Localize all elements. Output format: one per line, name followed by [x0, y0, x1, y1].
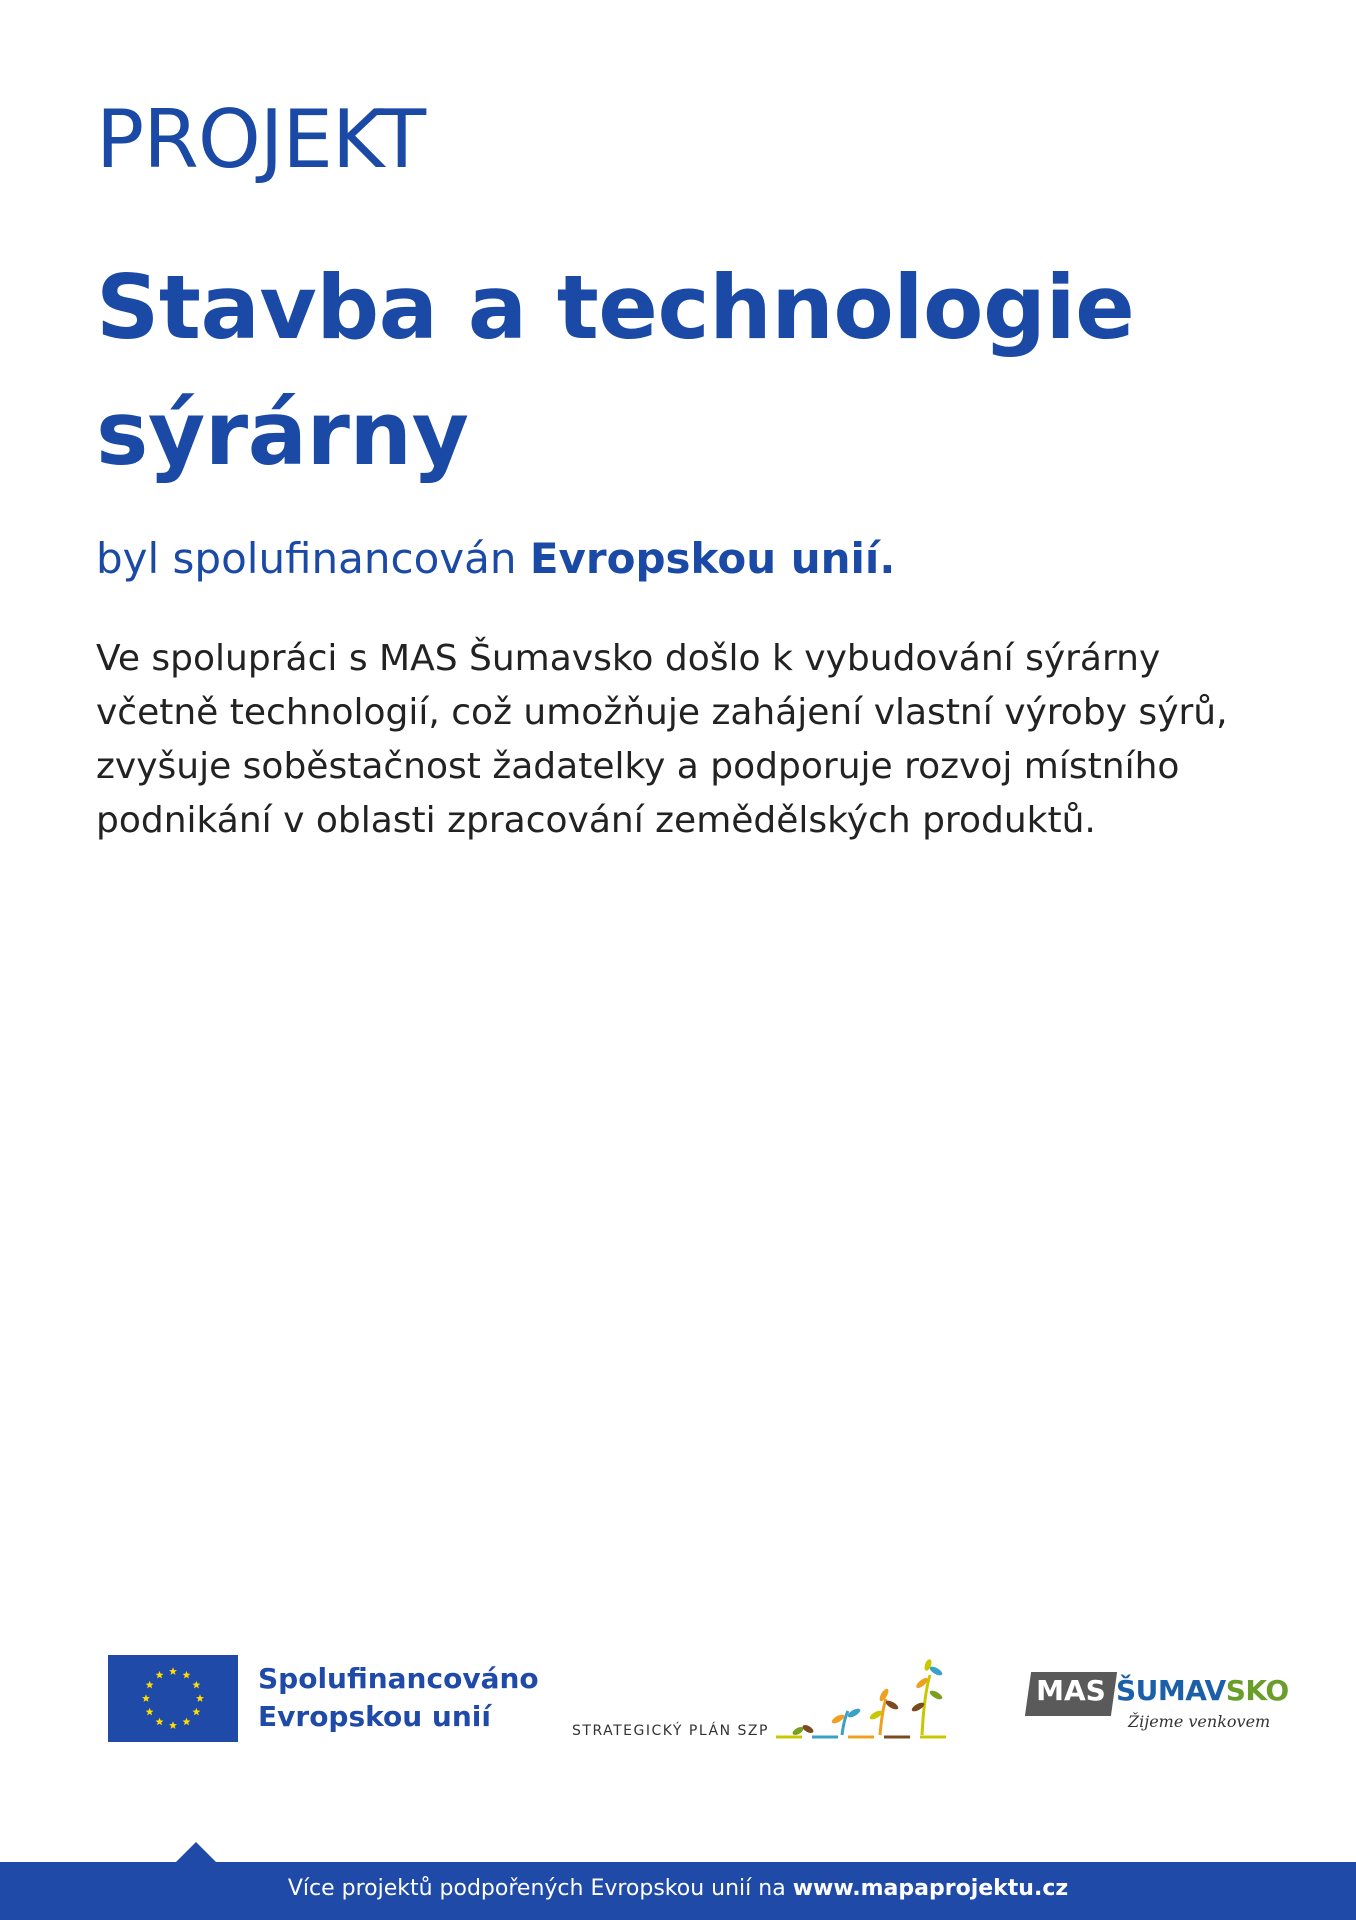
eu-star-icon: [196, 1694, 204, 1702]
cofinanced-prefix: byl spolufinancován: [96, 534, 517, 583]
project-title: Stavba a technologie sýrárny: [96, 256, 1135, 485]
szp-sprouts-icon: [772, 1655, 992, 1745]
eu-label-line1: Spolufinancováno: [258, 1662, 539, 1695]
eu-star-icon: [192, 1708, 200, 1716]
eu-star-icon: [142, 1694, 150, 1702]
footer-prefix: Více projektů podpořených Evropskou unií na: [287, 1876, 786, 1901]
eu-star-icon: [183, 1718, 191, 1726]
mas-name-part1: ŠUMAV: [1116, 1674, 1226, 1707]
szp-logo: [572, 1655, 992, 1745]
footer-text: [0, 1876, 1356, 1901]
footer-link[interactable]: www.mapaprojektu.cz: [792, 1876, 1069, 1901]
mas-badge-text: MAS: [1036, 1674, 1106, 1707]
eu-star-icon: [192, 1681, 200, 1689]
mas-name-part2: SKO: [1225, 1674, 1289, 1707]
eu-star-icon: [169, 1667, 177, 1675]
eu-star-icon: [156, 1718, 164, 1726]
szp-label: STRATEGICKÝ PLÁN SZP: [572, 1723, 769, 1739]
eu-star-icon: [146, 1681, 154, 1689]
eu-label-line2: Evropskou unií: [258, 1700, 491, 1733]
project-kicker: PROJEKT: [96, 93, 426, 186]
mas-sumavsko-logo: [1028, 1668, 1289, 1738]
eu-star-icon: [183, 1671, 191, 1679]
cofinanced-highlight: Evropskou unií.: [529, 534, 896, 583]
footer-notch: [176, 1842, 216, 1862]
footer-bar: [0, 1862, 1356, 1920]
eu-star-icon: [146, 1708, 154, 1716]
project-description: Ve spolupráci s MAS Šumavsko došlo k vybudování sýrárny včetně technologií, což umožňuje zahájení vlastní výroby sýrů, zvyšuje soběstačnost žadatelky a podporuje rozvoj místního podnikání v oblasti zpracování zemědělských produktů.: [96, 638, 1228, 841]
eu-star-icon: [156, 1671, 164, 1679]
mas-name: [1116, 1674, 1289, 1707]
eu-stars-icon: [108, 1655, 238, 1742]
cofinanced-statement: [96, 534, 895, 584]
eu-flag-icon: [108, 1655, 238, 1742]
mas-slogan: Žijeme venkovem: [1128, 1712, 1271, 1731]
eu-cofinanced-label: [258, 1660, 539, 1736]
eu-star-icon: [169, 1721, 177, 1729]
